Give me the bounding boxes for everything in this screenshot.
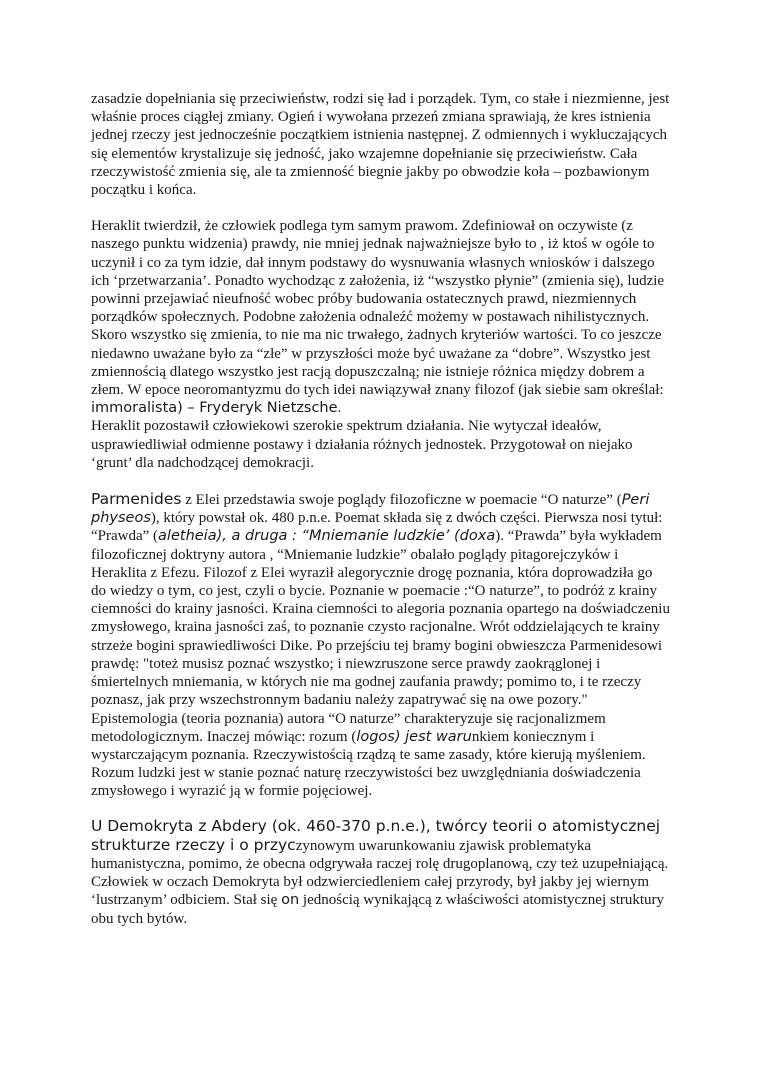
paragraph-heraclitus-unity: zasadzie dopełniania się przeciwieństw, rodzi się ład i porządek. Tym, co stałe i niezmienne, jest właśnie proces ciągłej zmiany. Ogień i wywołana przezeń zmiana sprawiają, że kres istnienia jednej rzeczy jest jednocześnie początkiem istnienia następnej. Z odmiennych i wykluczających się elementów krystalizuje się jedność, jako wzajemne dopełnianie się przeciwieństw. Cała rzeczywistość zmienia się, ale ta zmienność biegnie jakby po obwodzie koła – pozbawionym początku i końca.: [91, 91, 670, 199]
paragraph-heraclitus-legacy: Heraklit pozostawił człowiekowi szerokie spektrum działania. Nie wytyczał ideałów, usprawiedliwiał odmienne postawy i działania różnych jednostek. Przygotował on niejako ‘grunt’ dla nadchodzącej demokracji.: [91, 418, 633, 471]
paragraph-democritus: [91, 817, 671, 928]
epistemology-text-a: Epistemologia (teoria poznania) autora “O naturze” charakteryzuje się racjonalizmem metodologicznym. Inaczej mówiąc: rozum (: [91, 710, 606, 745]
parmenides-text-c: ). “Prawda” była wykładem filozoficznej doktryny autora , “Mniemanie ludzkie” obalało poglądy pitagorejczyków i Heraklita z Efezu. Filozof z Elei wyraził alegorycznie drogę poznania, która doprowadziła go do wiedzy o tym, co jest, czyli o bycie. Poznanie w poemacie :“O naturze”, to podróż z krainy ciemności do krainy jasności. Kraina ciemności to alegoria poznania opartego na doświadczeniu zmysłowego, kraina jasności zaś, to poznanie czysto racjonalne. Wrót oddzielających te krainy strzeże bogini sprawiedliwości Dike. Po przejściu tej bramy bogini obwieszcza Parmenidesowi prawdę: "toteż musisz poznać wszystko; i niewzruszone serce prawdy zaokrąglonej i śmiertelnych mniemania, w których nie ma godnej zaufania prawdy; pomimo to, i te rzeczy poznasz, jak przy wszechstronnym badaniu należy zapatrywać się na owe pozory.": [91, 528, 670, 709]
democritus-on: on: [281, 892, 300, 909]
parmenides-text-b: ), który powstał ok. 480 p.n.e. Poemat składa się z dwóch części. Pierwsza nosi tytuł: “Prawda” (: [91, 510, 663, 545]
paragraph-gap: [91, 801, 671, 817]
relativism-end: .: [337, 400, 342, 417]
democritus-text-b: jednością wynikającą z właściwości atomistycznej struktury obu tych bytów.: [91, 892, 665, 927]
document-page: [91, 90, 671, 928]
paragraph-parmenides: [91, 490, 671, 709]
logos-term: logos) jest waru: [356, 728, 472, 745]
peri-physeos-term: Peri physeos: [91, 492, 650, 527]
nietzsche-phrase: immoralista) – Fryderyk Nietzsche: [91, 400, 338, 417]
democritus-text-a: zynowym uwarunkowaniu zjawisk problematyka humanistyczna, pomimo, że obecna odgrywała raczej rolę drugoplanową, czy też uzupełniającą. Człowiek w oczach Demokryta był odzwierciedleniem całej przyrody, był jakby jej wiernym ‘lustrzanym’ odbiciem. Stał się: [91, 837, 669, 909]
paragraph-heraclitus-man: Heraklit twierdził, że człowiek podlega tym samym prawom. Zdefiniował on oczywiste (z naszego punktu widzenia) prawdy, nie mniej jednak najważniejsze było to , iż ktoś w ogóle to uczynił i co za tym idzie, dał innym podstawy do wysnuwania własnych wniosków i dalszego ich ‘przetwarzania’. Ponadto wychodząc z założenia, iż “wszystko płynie” (zmienia się), ludzie powinni przejawiać nieufność wobec próby budowania ostatecznych prawd, niezmiennych porządków społecznych. Podobne założenia odnaleźć możemy w postawach nihilistycznych.: [91, 218, 665, 326]
epistemology-text-b: nkiem koniecznym i wystarczającym poznania. Rzeczywistością rządzą te same zasady, które kierują myśleniem. Rozum ludzki jest w stanie poznać naturę rzeczywistości bez uwzględniania doświadczenia zmysłowego i wyrazić ją w formie pojęciowej.: [91, 728, 646, 800]
paragraph-relativism: [91, 326, 671, 417]
parmenides-text-a: z Elei przedstawia swoje poglądy filozoficzne w poemacie “O naturze” (: [181, 492, 622, 509]
paragraph-gap: [91, 199, 671, 217]
relativism-text: Skoro wszystko się zmienia, to nie ma nic trwałego, żadnych kryteriów wartości. To co jeszcze niedawno uważane było za “złe” w przyszłości może być uważane za “dobre”. Wszystko jest zmiennością dlatego wszystko jest racją dopuszczalną; nie istnieje różnica między dobrem a złem. W epoce neoromantyzmu do tych idei nawiązywał znany filozof (jak siebie sam określał:: [91, 327, 664, 399]
democritus-heading-text: U Demokryta z Abdery (ok. 460-370 p.n.e.), twórcy teorii o atomistycznej strukturze rzeczy i o przyc: [91, 816, 661, 854]
paragraph-gap: [91, 472, 671, 490]
paragraph-epistemology: [91, 710, 671, 801]
aletheia-doxa-terms: aletheia), a druga : “Mniemanie ludzkie’ (doxa: [158, 528, 496, 545]
parmenides-name: Parmenides: [91, 490, 182, 509]
